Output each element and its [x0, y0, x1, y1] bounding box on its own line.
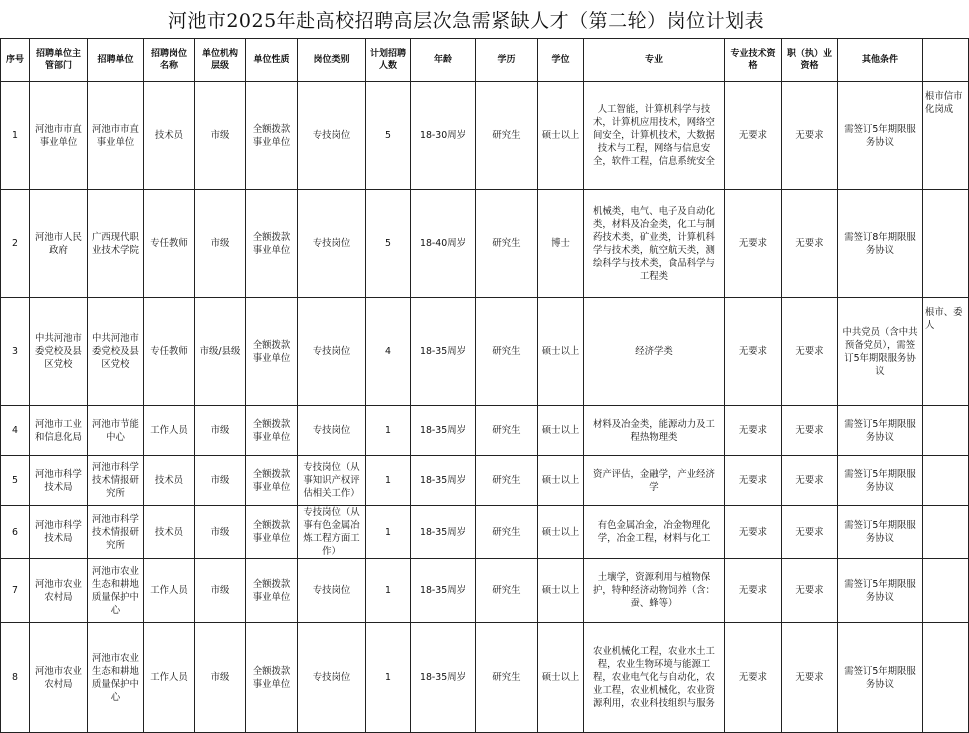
age-cell[interactable]: 18-35周岁 — [411, 559, 476, 623]
degree-cell[interactable]: 硕士以上 — [538, 506, 584, 559]
post-cell[interactable]: 工作人员 — [144, 559, 195, 623]
count-cell[interactable]: 1 — [366, 456, 411, 506]
unit-cell[interactable]: 河池市农业生态和耕地质量保护中心 — [88, 623, 144, 733]
column-header[interactable]: 学历 — [476, 39, 538, 82]
degree-cell[interactable]: 硕士以上 — [538, 456, 584, 506]
age-cell[interactable]: 18-35周岁 — [411, 623, 476, 733]
edu-cell[interactable]: 研究生 — [476, 82, 538, 190]
table-row — [1, 190, 969, 298]
license-cell[interactable]: 无要求 — [782, 82, 838, 190]
tech-cell[interactable]: 无要求 — [725, 82, 782, 190]
category-cell[interactable]: 专技岗位 — [298, 623, 366, 733]
column-header[interactable]: 招聘单位 — [88, 39, 144, 82]
count-cell[interactable]: 1 — [366, 506, 411, 559]
post-cell[interactable]: 工作人员 — [144, 406, 195, 456]
column-header[interactable]: 岗位类别 — [298, 39, 366, 82]
nature-cell[interactable]: 全额拨款事业单位 — [246, 298, 298, 406]
nature-cell[interactable]: 全额拨款事业单位 — [246, 82, 298, 190]
tech-cell[interactable]: 无要求 — [725, 190, 782, 298]
count-cell[interactable]: 1 — [366, 623, 411, 733]
other-cell[interactable]: 需签订5年期限服务协议 — [838, 82, 923, 190]
column-header[interactable]: 单位性质 — [246, 39, 298, 82]
degree-cell[interactable]: 硕士以上 — [538, 82, 584, 190]
row-number[interactable]: 5 — [1, 456, 30, 506]
post-cell[interactable]: 专任教师 — [144, 298, 195, 406]
count-cell[interactable]: 5 — [366, 190, 411, 298]
edu-cell[interactable]: 研究生 — [476, 456, 538, 506]
degree-cell[interactable]: 博士 — [538, 190, 584, 298]
level-cell[interactable]: 市级 — [195, 559, 246, 623]
other-cell[interactable]: 需签订8年期限服务协议 — [838, 190, 923, 298]
count-cell[interactable]: 1 — [366, 406, 411, 456]
nature-cell[interactable]: 全额拨款事业单位 — [246, 506, 298, 559]
note-cell[interactable] — [923, 623, 969, 733]
post-cell[interactable]: 专任教师 — [144, 190, 195, 298]
unit-cell[interactable]: 河池市节能中心 — [88, 406, 144, 456]
table-row — [1, 559, 969, 623]
unit-cell[interactable]: 河池市市直事业单位 — [88, 82, 144, 190]
age-cell[interactable]: 18-40周岁 — [411, 190, 476, 298]
major-cell[interactable]: 农业机械化工程，农业水土工程，农业生物环境与能源工程，农业电气化与自动化，农业工程，农业机械化，农业资源利用，农业科技组织与服务 — [584, 623, 725, 733]
table-row — [1, 456, 969, 506]
category-cell[interactable]: 专技岗位（从事知识产权评估相关工作） — [298, 456, 366, 506]
note-cell[interactable] — [923, 190, 969, 298]
row-number[interactable]: 8 — [1, 623, 30, 733]
tech-cell[interactable]: 无要求 — [725, 623, 782, 733]
dept-cell[interactable]: 河池市人民政府 — [30, 190, 88, 298]
level-cell[interactable]: 市级 — [195, 623, 246, 733]
count-cell[interactable]: 1 — [366, 559, 411, 623]
license-cell[interactable]: 无要求 — [782, 623, 838, 733]
major-cell[interactable]: 材料及冶金类，能源动力及工程热物理类 — [584, 406, 725, 456]
nature-cell[interactable]: 全额拨款事业单位 — [246, 623, 298, 733]
tech-cell[interactable]: 无要求 — [725, 506, 782, 559]
category-cell[interactable]: 专技岗位 — [298, 82, 366, 190]
edu-cell[interactable]: 研究生 — [476, 506, 538, 559]
dept-cell[interactable]: 河池市农业农村局 — [30, 623, 88, 733]
unit-cell[interactable]: 河池市科学技术情报研究所 — [88, 456, 144, 506]
column-header[interactable] — [923, 39, 969, 82]
level-cell[interactable]: 市级 — [195, 190, 246, 298]
tech-cell[interactable]: 无要求 — [725, 298, 782, 406]
column-header[interactable]: 年龄 — [411, 39, 476, 82]
spreadsheet-area — [0, 38, 963, 709]
other-cell[interactable]: 需签订5年期限服务协议 — [838, 559, 923, 623]
level-cell[interactable]: 市级/县级 — [195, 298, 246, 406]
dept-cell[interactable]: 河池市农业农村局 — [30, 559, 88, 623]
table-row — [1, 406, 969, 456]
edu-cell[interactable]: 研究生 — [476, 559, 538, 623]
row-number[interactable]: 7 — [1, 559, 30, 623]
other-cell[interactable]: 需签订5年期限服务协议 — [838, 406, 923, 456]
dept-cell[interactable]: 河池市科学技术局 — [30, 506, 88, 559]
degree-cell[interactable]: 硕士以上 — [538, 406, 584, 456]
age-cell[interactable]: 18-35周岁 — [411, 506, 476, 559]
level-cell[interactable]: 市级 — [195, 456, 246, 506]
other-cell[interactable]: 需签订5年期限服务协议 — [838, 506, 923, 559]
major-cell[interactable]: 有色金属冶金，冶金物理化学，冶金工程，材料与化工 — [584, 506, 725, 559]
unit-cell[interactable]: 河池市科学技术情报研究所 — [88, 506, 144, 559]
note-cell[interactable]: 根市、委人 — [923, 298, 969, 406]
category-cell[interactable]: 专技岗位 — [298, 190, 366, 298]
category-cell[interactable]: 专技岗位 — [298, 298, 366, 406]
major-cell[interactable]: 经济学类 — [584, 298, 725, 406]
dept-cell[interactable]: 中共河池市委党校及县区党校 — [30, 298, 88, 406]
degree-cell[interactable]: 硕士以上 — [538, 298, 584, 406]
degree-cell[interactable]: 硕士以上 — [538, 559, 584, 623]
degree-cell[interactable]: 硕士以上 — [538, 623, 584, 733]
column-header[interactable]: 招聘单位主管部门 — [30, 39, 88, 82]
dept-cell[interactable]: 河池市工业和信息化局 — [30, 406, 88, 456]
note-cell[interactable] — [923, 559, 969, 623]
unit-cell[interactable]: 河池市农业生态和耕地质量保护中心 — [88, 559, 144, 623]
column-header[interactable]: 专业 — [584, 39, 725, 82]
post-cell[interactable]: 技术员 — [144, 456, 195, 506]
count-cell[interactable]: 4 — [366, 298, 411, 406]
column-header[interactable]: 职（执）业资格 — [782, 39, 838, 82]
tech-cell[interactable]: 无要求 — [725, 406, 782, 456]
column-header[interactable]: 其他条件 — [838, 39, 923, 82]
tech-cell[interactable]: 无要求 — [725, 456, 782, 506]
column-header[interactable]: 计划招聘人数 — [366, 39, 411, 82]
note-cell[interactable]: 根市信市化岗成 — [923, 82, 969, 190]
age-cell[interactable]: 18-35周岁 — [411, 456, 476, 506]
edu-cell[interactable]: 研究生 — [476, 298, 538, 406]
unit-cell[interactable]: 广西现代职业技术学院 — [88, 190, 144, 298]
row-number[interactable]: 4 — [1, 406, 30, 456]
nature-cell[interactable]: 全额拨款事业单位 — [246, 406, 298, 456]
unit-cell[interactable]: 中共河池市委党校及县区党校 — [88, 298, 144, 406]
tech-cell[interactable]: 无要求 — [725, 559, 782, 623]
note-cell[interactable] — [923, 506, 969, 559]
note-cell[interactable] — [923, 456, 969, 506]
column-header[interactable]: 单位机构层级 — [195, 39, 246, 82]
license-cell[interactable]: 无要求 — [782, 298, 838, 406]
row-number[interactable]: 6 — [1, 506, 30, 559]
page-title: 河池市2025年赴高校招聘高层次急需紧缺人才（第二轮）岗位计划表 — [167, 9, 765, 32]
nature-cell[interactable]: 全额拨款事业单位 — [246, 456, 298, 506]
column-header[interactable]: 学位 — [538, 39, 584, 82]
age-cell[interactable]: 18-30周岁 — [411, 82, 476, 190]
other-cell[interactable]: 需签订5年期限服务协议 — [838, 623, 923, 733]
post-cell[interactable]: 技术员 — [144, 82, 195, 190]
nature-cell[interactable]: 全额拨款事业单位 — [246, 559, 298, 623]
other-cell[interactable]: 需签订5年期限服务协议 — [838, 456, 923, 506]
major-cell[interactable]: 资产评估，金融学，产业经济学 — [584, 456, 725, 506]
license-cell[interactable]: 无要求 — [782, 506, 838, 559]
level-cell[interactable]: 市级 — [195, 406, 246, 456]
column-header[interactable]: 序号 — [1, 39, 30, 82]
dept-cell[interactable]: 河池市科学技术局 — [30, 456, 88, 506]
category-cell[interactable]: 专技岗位 — [298, 406, 366, 456]
count-cell[interactable]: 5 — [366, 82, 411, 190]
category-cell[interactable]: 专技岗位 — [298, 559, 366, 623]
license-cell[interactable]: 无要求 — [782, 406, 838, 456]
table-row — [1, 506, 969, 559]
age-cell[interactable]: 18-35周岁 — [411, 406, 476, 456]
edu-cell[interactable]: 研究生 — [476, 190, 538, 298]
major-cell[interactable]: 土壤学，资源利用与植物保护，特种经济动物饲养（含：蚕、蜂等） — [584, 559, 725, 623]
post-cell[interactable]: 技术员 — [144, 506, 195, 559]
column-header[interactable]: 专业技术资格 — [725, 39, 782, 82]
major-cell[interactable]: 人工智能，计算机科学与技术，计算机应用技术，网络空间安全，计算机技术，大数据技术与工程，网络与信息安全，软件工程，信息系统安全 — [584, 82, 725, 190]
table-row — [1, 298, 969, 406]
note-cell[interactable] — [923, 406, 969, 456]
edu-cell[interactable]: 研究生 — [476, 406, 538, 456]
post-cell[interactable]: 工作人员 — [144, 623, 195, 733]
row-number[interactable]: 1 — [1, 82, 30, 190]
edu-cell[interactable]: 研究生 — [476, 623, 538, 733]
level-cell[interactable]: 市级 — [195, 506, 246, 559]
other-cell[interactable]: 中共党员（含中共预备党员），需签订5年期限服务协议 — [838, 298, 923, 406]
row-number[interactable]: 2 — [1, 190, 30, 298]
nature-cell[interactable]: 全额拨款事业单位 — [246, 190, 298, 298]
dept-cell[interactable]: 河池市市直事业单位 — [30, 82, 88, 190]
header-row — [1, 39, 969, 82]
license-cell[interactable]: 无要求 — [782, 559, 838, 623]
job-plan-table — [0, 38, 969, 733]
major-cell[interactable]: 机械类，电气、电子及自动化类，材料及冶金类，化工与制药技术类，矿业类，计算机科学与技术类，航空航天类，测绘科学与技术类，食品科学与工程类 — [584, 190, 725, 298]
license-cell[interactable]: 无要求 — [782, 456, 838, 506]
column-header[interactable]: 招聘岗位名称 — [144, 39, 195, 82]
table-row — [1, 623, 969, 733]
table-row — [1, 82, 969, 190]
license-cell[interactable]: 无要求 — [782, 190, 838, 298]
row-number[interactable]: 3 — [1, 298, 30, 406]
category-cell[interactable]: 专技岗位（从事有色金属冶炼工程方面工作） — [298, 506, 366, 559]
level-cell[interactable]: 市级 — [195, 82, 246, 190]
age-cell[interactable]: 18-35周岁 — [411, 298, 476, 406]
